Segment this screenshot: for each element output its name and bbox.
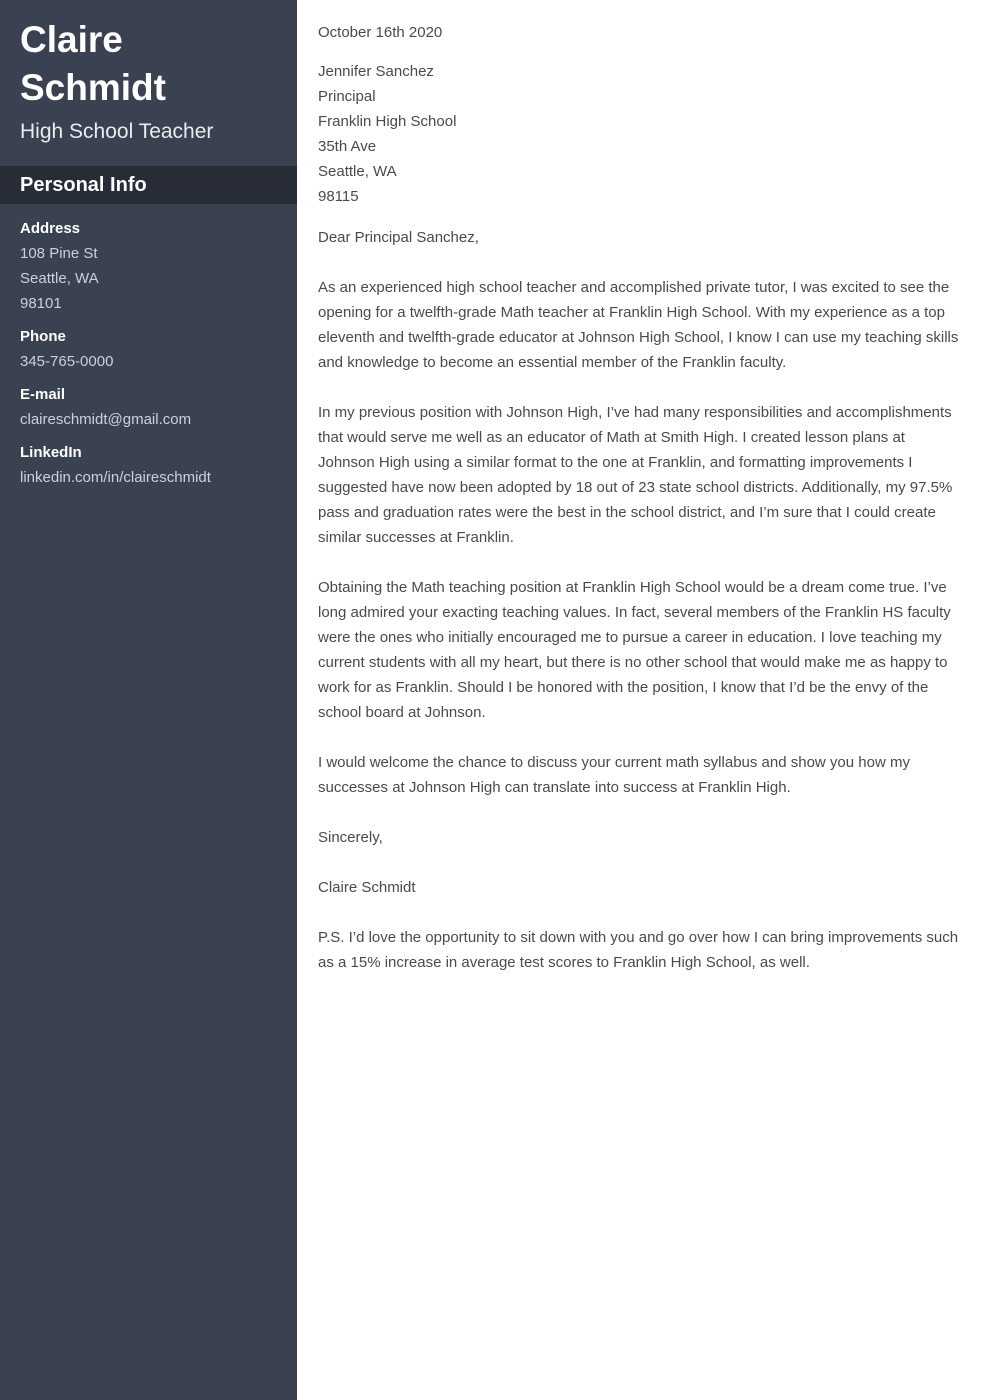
field-value: linkedin.com/in/claireschmidt bbox=[20, 469, 211, 486]
field-phone bbox=[20, 324, 277, 374]
field-value: 98101 bbox=[20, 295, 62, 312]
field-value: 345-765-0000 bbox=[20, 353, 114, 370]
field-linkedin bbox=[20, 440, 277, 490]
body-paragraph: I would welcome the chance to discuss your current math syllabus and show you how my successes at Johnson High can translate into success at Franklin High. bbox=[318, 754, 910, 796]
personal-info-title: Personal Info bbox=[20, 173, 147, 196]
body-paragraph: As an experienced high school teacher and accomplished private tutor, I was excited to see the opening for a twelfth-grade Math teacher at Franklin High School. With my experience as a top eleventh and twelfth-grade educator at Johnson High School, I know I can use my teaching skills and knowledge to become an essential member of the Franklin faculty. bbox=[318, 279, 959, 371]
letter-date: October 16th 2020 bbox=[318, 24, 443, 41]
personal-info-fields bbox=[0, 204, 297, 490]
salutation: Dear Principal Sanchez, bbox=[318, 229, 479, 246]
field-label: LinkedIn bbox=[20, 444, 82, 461]
postscript: P.S. I’d love the opportunity to sit down with you and go over how I can bring improvements such as a 15% increase in average test scores to Franklin High School, as well. bbox=[318, 929, 959, 971]
field-value: Seattle, WA bbox=[20, 270, 99, 287]
body-paragraph: In my previous position with Johnson High, I’ve had many responsibilities and accomplishments that would serve me well as an educator of Math at Smith High. I created lesson plans at Johnson High using a similar format to the one at Franklin, and formatting improvements I suggested have now been adopted by 18 out of 23 state school districts. Additionally, my 97.5% pass and graduation rates were the best in the school district, and I’m sure that I could create similar successes at Franklin. bbox=[318, 404, 953, 546]
field-email bbox=[20, 382, 277, 432]
field-address bbox=[20, 216, 277, 316]
signature-name: Claire Schmidt bbox=[318, 879, 416, 896]
recipient-line: 98115 bbox=[318, 188, 359, 205]
job-title: High School Teacher bbox=[20, 120, 214, 143]
recipient-line: Franklin High School bbox=[318, 113, 457, 130]
field-label: Phone bbox=[20, 328, 66, 345]
body-paragraph: Obtaining the Math teaching position at Franklin High School would be a dream come true. I’ve long admired your exacting teaching values. In fact, several members of the Franklin HS faculty were the ones who initially encouraged me to pursue a career in education. I love teaching my current students with all my heart, but there is no other school that would make me as happy to work for as Franklin. Should I be honored with the position, I know that I’d be the envy of the school board at Johnson. bbox=[318, 579, 951, 721]
recipient-line: 35th Ave bbox=[318, 138, 377, 155]
recipient-line: Seattle, WA bbox=[318, 163, 397, 180]
sidebar-header bbox=[0, 0, 297, 144]
field-label: Address bbox=[20, 220, 81, 237]
field-value: 108 Pine St bbox=[20, 245, 98, 262]
personal-info-section-header bbox=[0, 166, 297, 204]
field-label: E-mail bbox=[20, 386, 66, 403]
recipient-block bbox=[318, 59, 963, 209]
sidebar bbox=[0, 0, 297, 1400]
field-value: claireschmidt@gmail.com bbox=[20, 411, 192, 428]
recipient-line: Jennifer Sanchez bbox=[318, 63, 434, 80]
closing: Sincerely, bbox=[318, 829, 383, 846]
recipient-line: Principal bbox=[318, 88, 376, 105]
candidate-name: Claire Schmidt bbox=[20, 19, 166, 108]
letter-body bbox=[297, 0, 990, 1400]
